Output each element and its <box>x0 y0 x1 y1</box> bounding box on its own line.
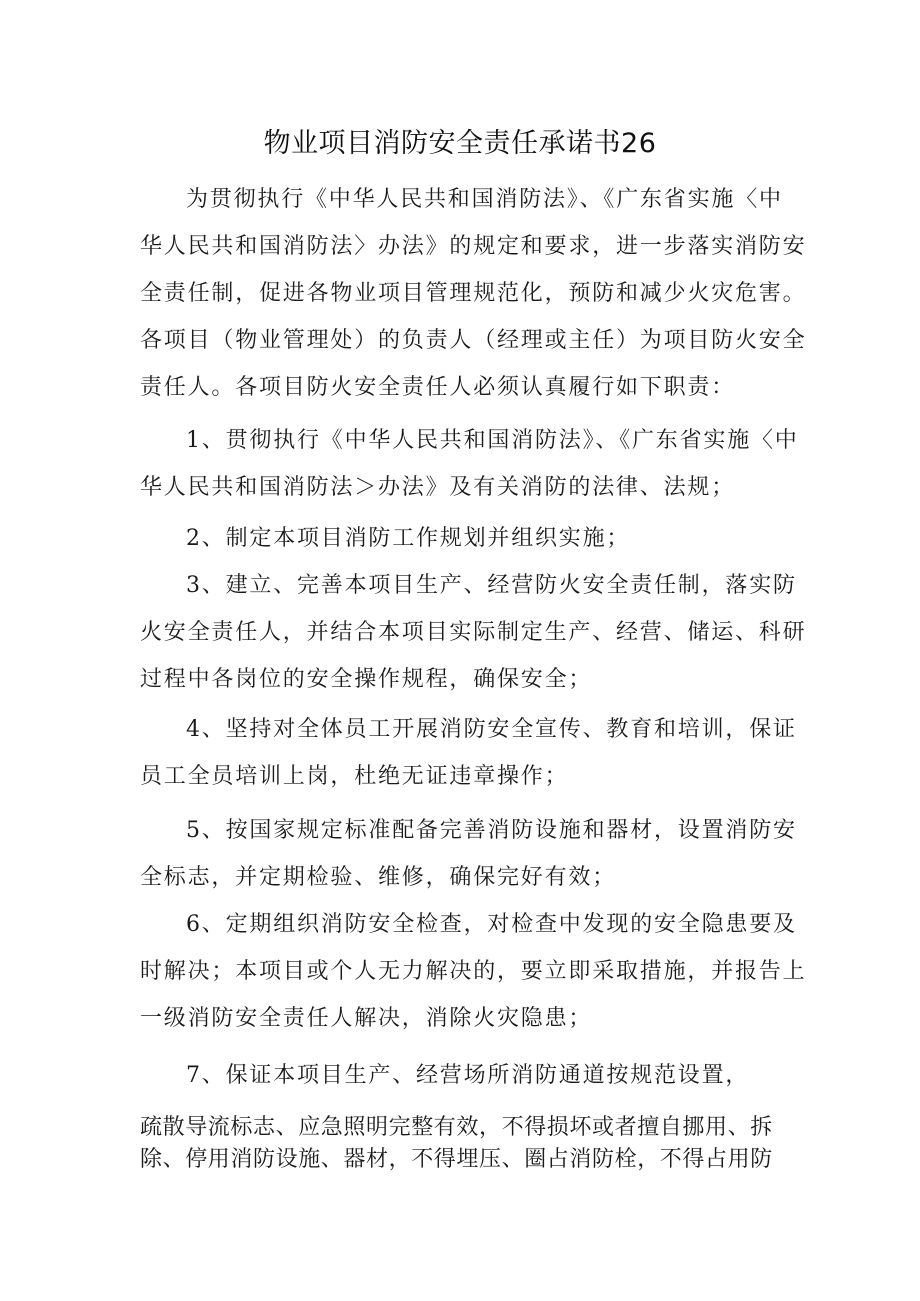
list-item-line: 6、定期组织消防安全检查，对检查中发现的安全隐患要及 <box>186 912 797 937</box>
list-item-line: 一级消防安全责任人解决，消除火灾隐患； <box>140 1006 593 1031</box>
paragraph-line: 为贯彻执行《中华人民共和国消防法》、《广东省实施〈中 <box>186 187 783 212</box>
list-item-line: 华人民共和国消防法＞办法》及有关消防的法律、法规； <box>140 475 736 500</box>
list-item-line: 3、建立、完善本项目生产、经营防火安全责任制，落实防 <box>186 573 797 598</box>
list-item-line: 疏散导流标志、应急照明完整有效，不得损坏或者擅自挪用、拆 <box>140 1115 773 1140</box>
list-item-line: 员工全员培训上岗，杜绝无证违章操作； <box>140 764 569 789</box>
list-item-line: 4、坚持对全体员工开展消防安全宣传、教育和培训，保证 <box>186 717 797 742</box>
list-item-line: 1、贯彻执行《中华人民共和国消防法》、《广东省实施〈中 <box>186 428 799 453</box>
paragraph-line: 华人民共和国消防法〉办法》的规定和要求，进一步落实消防安 <box>140 234 807 259</box>
list-item-line: 时解决；本项目或个人无力解决的，要立即采取措施，并报告上 <box>140 959 807 984</box>
list-item-line: 7、保证本项目生产、经营场所消防通道按规范设置， <box>186 1063 750 1088</box>
list-item-line: 全标志，并定期检验、维修，确保完好有效； <box>140 865 617 890</box>
list-item-line: 2、制定本项目消防工作规划并组织实施； <box>186 526 631 551</box>
paragraph-line: 全责任制，促进各物业项目管理规范化，预防和减少火灾危害。 <box>140 281 807 306</box>
paragraph-line: 责任人。各项目防火安全责任人必须认真履行如下职责： <box>140 375 736 400</box>
list-item-line: 5、按国家规定标准配备完善消防设施和器材，设置消防安 <box>186 818 797 843</box>
list-item-line: 除、停用消防设施、器材，不得埋压、圈占消防栓，不得占用防 <box>140 1147 773 1172</box>
paragraph-line: 各项目（物业管理处）的负责人（经理或主任）为项目防火安全 <box>140 328 807 353</box>
list-item-line: 火安全责任人，并结合本项目实际制定生产、经营、储运、科研 <box>140 620 807 645</box>
document-title: 物业项目消防安全责任承诺书26 <box>263 128 657 159</box>
list-item-line: 过程中各岗位的安全操作规程，确保安全； <box>140 667 593 692</box>
